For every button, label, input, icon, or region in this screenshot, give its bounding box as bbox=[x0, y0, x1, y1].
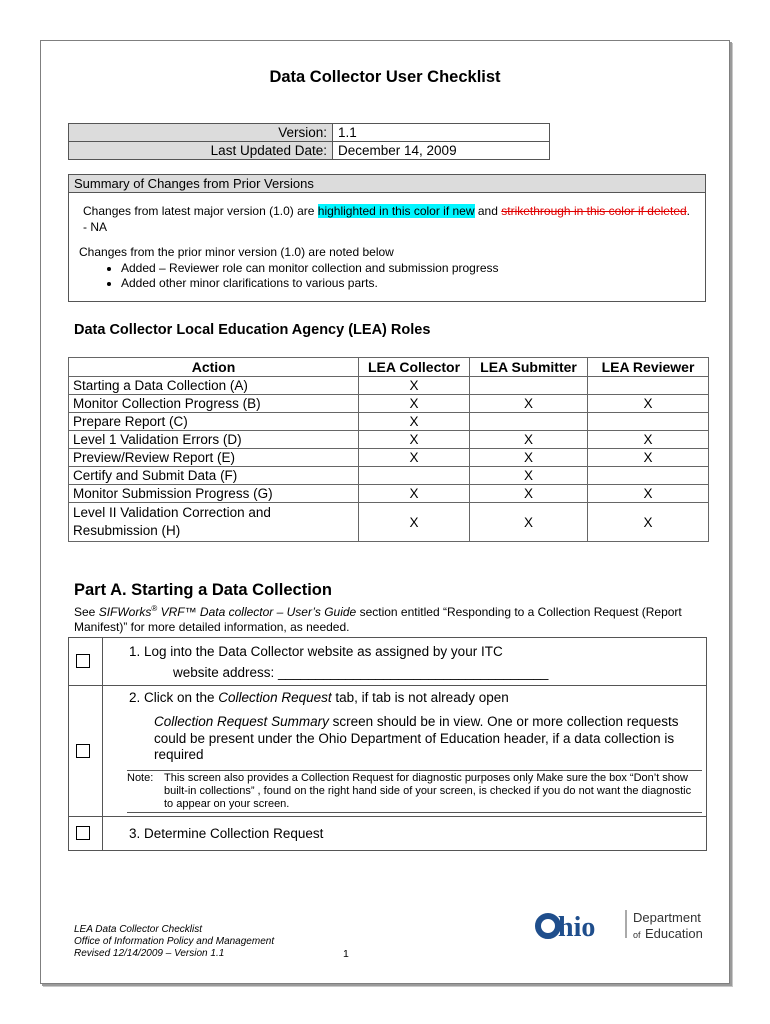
document-title: Data Collector User Checklist bbox=[269, 68, 501, 86]
table-row bbox=[69, 377, 709, 395]
document-page bbox=[40, 40, 730, 984]
footer bbox=[74, 924, 274, 960]
submitter-cell: X bbox=[470, 431, 588, 449]
submitter-cell: X bbox=[470, 503, 588, 542]
reviewer-cell: X bbox=[588, 395, 709, 413]
step-content bbox=[102, 817, 706, 847]
part-a-heading: Part A. Starting a Data Collection bbox=[74, 581, 332, 599]
logo-line2: Education bbox=[645, 926, 703, 941]
reviewer-cell bbox=[588, 467, 709, 485]
collector-cell: X bbox=[359, 503, 470, 542]
action-cell: Prepare Report (C) bbox=[69, 413, 359, 431]
step-3-checkbox[interactable] bbox=[76, 826, 90, 840]
summary-paragraph bbox=[83, 203, 695, 235]
checklist-step-3 bbox=[69, 817, 706, 850]
submitter-cell: X bbox=[470, 449, 588, 467]
minor-changes-text: Changes from the prior minor version (1.0) are noted below bbox=[79, 245, 394, 259]
intro-text: See bbox=[74, 605, 99, 619]
collector-cell bbox=[359, 467, 470, 485]
intro-text: section entitled “Responding to a Collection Request (Report Manifest)” for more detailed information, as needed. bbox=[74, 605, 682, 634]
strikethrough-sample: strikethrough in this color if deleted bbox=[501, 204, 687, 218]
summary-text: . - NA bbox=[83, 204, 691, 234]
logo-graphic bbox=[534, 904, 714, 942]
submitter-cell: X bbox=[470, 467, 588, 485]
step-text: 2. Click on the bbox=[129, 690, 219, 705]
step-content bbox=[102, 686, 706, 819]
checkbox-cell bbox=[69, 638, 103, 685]
collector-cell: X bbox=[359, 395, 470, 413]
table-row bbox=[69, 503, 709, 542]
footer-line: Office of Information Policy and Management bbox=[74, 936, 275, 947]
collector-cell: X bbox=[359, 431, 470, 449]
action-cell: Monitor Collection Progress (B) bbox=[69, 395, 359, 413]
summary-header: Summary of Changes from Prior Versions bbox=[69, 175, 705, 193]
version-label: Version: bbox=[69, 124, 333, 142]
logo-line1: Department bbox=[633, 910, 701, 925]
version-table bbox=[68, 123, 550, 160]
footer-line: LEA Data Collector Checklist bbox=[74, 924, 203, 935]
table-row bbox=[69, 449, 709, 467]
part-a-intro bbox=[74, 601, 704, 635]
reviewer-cell bbox=[588, 413, 709, 431]
step-emphasis: Collection Request bbox=[218, 690, 332, 705]
action-cell: Level 1 Validation Errors (D) bbox=[69, 431, 359, 449]
submitter-cell: X bbox=[470, 395, 588, 413]
summary-text: Changes from latest major version (1.0) are bbox=[83, 204, 318, 218]
action-cell: Level II Validation Correction and Resubmission (H) bbox=[69, 503, 359, 542]
step-3-text: 3. Determine Collection Request bbox=[129, 826, 324, 841]
step-2-checkbox[interactable] bbox=[76, 744, 90, 758]
footer-line: Revised 12/14/2009 – Version 1.1 bbox=[74, 948, 225, 959]
col-header-collector: LEA Collector bbox=[359, 358, 470, 377]
list-item: • Added other minor clarifications to various parts. bbox=[121, 276, 695, 290]
logo-of: of bbox=[633, 930, 641, 940]
checklist-step-1 bbox=[69, 638, 706, 686]
submitter-cell: X bbox=[470, 485, 588, 503]
note-text: This screen also provides a Collection Request for diagnostic purposes only Make sure the box “Don’t show built-in collections” , found on the right hand side of your screen, is checked if you do not want the diagnostic to appear on your screen. bbox=[164, 771, 692, 810]
collector-cell: X bbox=[359, 377, 470, 395]
reviewer-cell bbox=[588, 377, 709, 395]
table-row bbox=[69, 485, 709, 503]
roles-heading: Data Collector Local Education Agency (LEA) Roles bbox=[74, 322, 431, 338]
note-box bbox=[127, 770, 702, 813]
intro-guide-title: VRF™ Data collector – User’s Guide bbox=[157, 605, 357, 619]
reviewer-cell: X bbox=[588, 485, 709, 503]
reviewer-cell: X bbox=[588, 503, 709, 542]
reviewer-cell: X bbox=[588, 431, 709, 449]
intro-brand: SIFWorks bbox=[98, 605, 152, 619]
ohio-o-mark bbox=[538, 916, 558, 936]
highlight-sample: highlighted in this color if new bbox=[317, 204, 475, 218]
collector-cell: X bbox=[359, 485, 470, 503]
list-item: • Added – Reviewer role can monitor collection and submission progress bbox=[121, 261, 695, 275]
summary-body bbox=[69, 203, 705, 290]
checklist-steps bbox=[68, 637, 707, 851]
collector-cell: X bbox=[359, 413, 470, 431]
summary-box bbox=[68, 174, 706, 302]
ohio-education-logo bbox=[534, 904, 714, 942]
note-label: Note: bbox=[127, 771, 154, 784]
table-row bbox=[69, 395, 709, 413]
action-cell: Starting a Data Collection (A) bbox=[69, 377, 359, 395]
collector-cell: X bbox=[359, 449, 470, 467]
roles-header-row bbox=[69, 358, 709, 377]
changes-list bbox=[79, 261, 695, 290]
summary-text: and bbox=[474, 204, 502, 218]
checkbox-cell bbox=[69, 686, 103, 816]
col-header-reviewer: LEA Reviewer bbox=[588, 358, 709, 377]
step-2-text bbox=[129, 690, 698, 705]
table-row bbox=[69, 467, 709, 485]
table-row bbox=[69, 431, 709, 449]
checkbox-cell bbox=[69, 817, 103, 850]
col-header-action: Action bbox=[69, 358, 359, 377]
step-text: tab, if tab is not already open bbox=[331, 690, 509, 705]
step-1-text: 1. Log into the Data Collector website as assigned by your ITC bbox=[129, 644, 503, 659]
registered-mark: ® bbox=[151, 604, 158, 613]
action-cell: Preview/Review Report (E) bbox=[69, 449, 359, 467]
date-row bbox=[69, 142, 550, 160]
table-row bbox=[69, 413, 709, 431]
col-header-submitter: LEA Submitter bbox=[470, 358, 588, 377]
submitter-cell bbox=[470, 377, 588, 395]
logo-word: hio bbox=[558, 912, 596, 942]
step-detail-text: screen should be in view. One or more collection requests could be present under the Ohio Department of Education header, if a data collection is required bbox=[154, 714, 679, 762]
step-2-detail bbox=[154, 714, 698, 764]
checklist-step-2 bbox=[69, 686, 706, 817]
submitter-cell bbox=[470, 413, 588, 431]
reviewer-cell: X bbox=[588, 449, 709, 467]
date-label: Last Updated Date: bbox=[69, 142, 333, 160]
screen-name: Collection Request Summary bbox=[154, 714, 329, 729]
version-value: 1.1 bbox=[333, 124, 550, 142]
step-content bbox=[102, 638, 706, 686]
version-row bbox=[69, 124, 550, 142]
action-cell: Certify and Submit Data (F) bbox=[69, 467, 359, 485]
page-number: 1 bbox=[343, 948, 349, 960]
roles-table bbox=[68, 357, 709, 542]
action-cell: Monitor Submission Progress (G) bbox=[69, 485, 359, 503]
step-1-checkbox[interactable] bbox=[76, 654, 90, 668]
website-address-field[interactable]: website address: ____________________________________ bbox=[173, 665, 549, 680]
date-value: December 14, 2009 bbox=[333, 142, 550, 160]
